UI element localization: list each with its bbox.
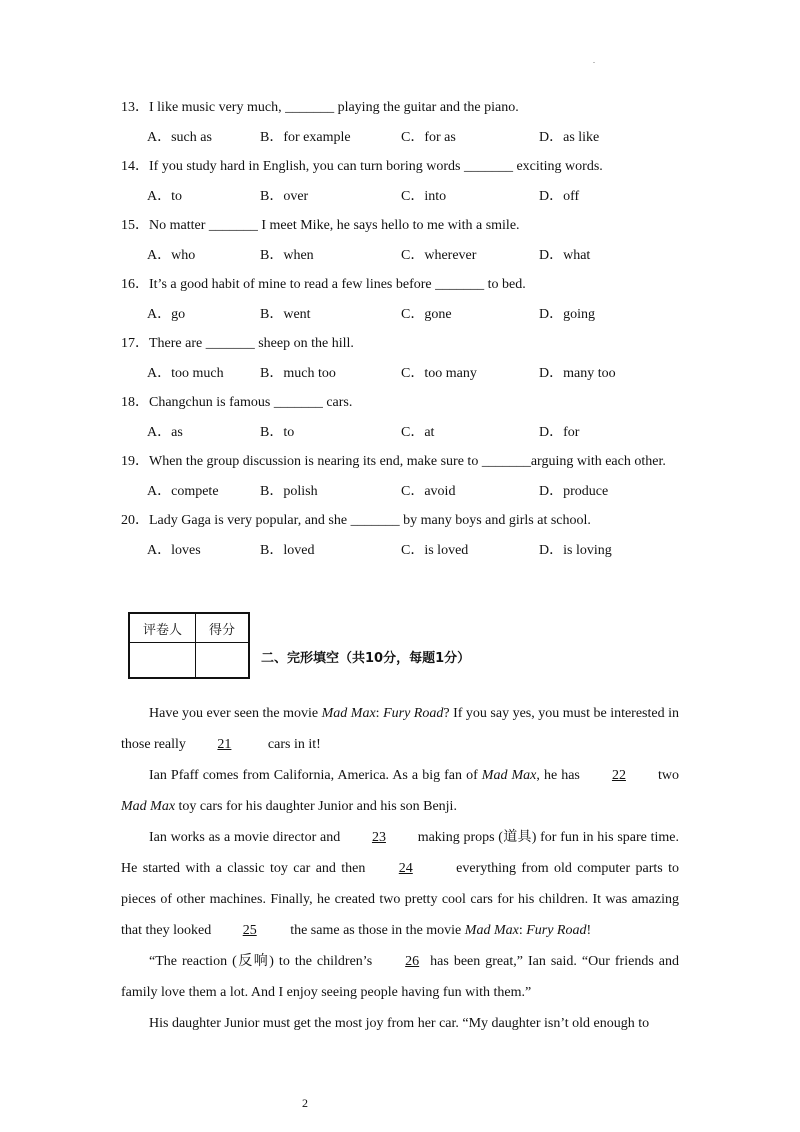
text: ! [586, 923, 592, 938]
question-stem: 13．I like music very much, _______ playing the guitar and the piano. [121, 100, 519, 115]
question-16 [121, 275, 701, 334]
option-d: D．going [539, 307, 595, 322]
question-options [147, 128, 707, 148]
question-stem: 17．There are _______ sheep on the hill. [121, 336, 354, 351]
cloze-passage [121, 698, 679, 1039]
text: everything from old computer parts to pieces of other machines. Finally, he created two pretty cool cars for his children. It was amazing that they looked [121, 861, 680, 938]
option-b: B．for example [260, 130, 351, 145]
option-d: D．produce [539, 484, 609, 499]
option-d: D．what [539, 248, 591, 263]
movie-subtitle: Fury Road [383, 706, 444, 721]
option-c: C．into [401, 189, 447, 204]
text: the same as those in the movie [286, 923, 465, 938]
corner-mark: . [593, 56, 595, 65]
option-b: B．when [260, 248, 314, 263]
text: , he has [536, 768, 584, 783]
text: Have you ever seen the movie [149, 706, 322, 721]
text: : [375, 706, 384, 721]
movie-title: Mad Max [321, 706, 376, 721]
score-table [128, 612, 250, 679]
question-stem: 20．Lady Gaga is very popular, and she _______ by many boys and girls at school. [121, 513, 591, 528]
option-c: C．too many [401, 366, 477, 381]
option-a: A．to [147, 189, 182, 204]
option-b: B．went [260, 307, 311, 322]
option-c: C．wherever [401, 248, 477, 263]
question-stem: 16．It’s a good habit of mine to read a few lines before _______ to bed. [121, 277, 526, 292]
text: making props (道具) for fun in his spare time. He started with a classic toy car and then [121, 830, 679, 876]
option-d: D．off [539, 189, 580, 204]
option-a: A．too much [147, 366, 224, 381]
question-stem: 15．No matter _______ I meet Mike, he says hello to me with a smile. [121, 218, 520, 233]
passage-paragraph-3 [121, 822, 679, 946]
question-stem: 18．Changchun is famous _______ cars. [121, 395, 353, 410]
question-options [147, 482, 707, 502]
passage-paragraph-4 [121, 946, 679, 1008]
section-title: 二、完形填空（共10分，每题1分） [261, 651, 471, 666]
reviewer-cell[interactable] [129, 643, 196, 679]
question-options [147, 364, 707, 384]
question-13 [121, 98, 701, 157]
blank-26[interactable]: 26 [405, 954, 420, 969]
option-c: C．is loved [401, 543, 469, 558]
text: toy cars for his daughter Junior and his son Benji. [175, 799, 457, 814]
question-18 [121, 393, 701, 452]
question-options [147, 246, 707, 266]
question-stem: 14．If you study hard in English, you can turn boring words _______ exciting words. [121, 159, 603, 174]
option-a: A．go [147, 307, 186, 322]
movie-title: Mad Max [121, 799, 176, 814]
passage-paragraph-5 [121, 1008, 679, 1039]
page-number: 2 [302, 1096, 308, 1110]
question-20 [121, 511, 701, 570]
option-b: B．to [260, 425, 295, 440]
text: His daughter Junior must get the most joy from her car. “My daughter isn’t old enough to [149, 1016, 650, 1031]
question-options [147, 305, 707, 325]
score-header: 得分 [196, 613, 250, 643]
text: “The reaction (反响) to the children’s [149, 954, 378, 969]
option-b: B．polish [260, 484, 318, 499]
option-a: A．loves [147, 543, 201, 558]
text: : [518, 923, 527, 938]
passage-paragraph-1 [121, 698, 679, 760]
blank-22[interactable]: 22 [611, 768, 626, 783]
option-a: A．as [147, 425, 183, 440]
blank-21[interactable]: 21 [217, 737, 232, 752]
option-b: B．loved [260, 543, 315, 558]
option-d: D．for [539, 425, 580, 440]
question-19 [121, 452, 701, 511]
question-15 [121, 216, 701, 275]
movie-subtitle: Fury Road [526, 923, 587, 938]
multiple-choice-questions [121, 98, 701, 570]
text: ? If you say yes, you must be interested in those really [121, 706, 680, 752]
movie-title: Mad Max [481, 768, 537, 783]
text: Ian works as a movie director and [149, 830, 344, 845]
option-d: D．is loving [539, 543, 612, 558]
blank-25[interactable]: 25 [242, 923, 257, 938]
question-options [147, 423, 707, 443]
text: has been great,” Ian said. “Our friends and family love them a lot. And I enjoy seeing people having fun with them.” [121, 954, 679, 1000]
question-options [147, 187, 707, 207]
reviewer-header: 评卷人 [129, 613, 196, 643]
question-17 [121, 334, 701, 393]
question-options [147, 541, 707, 561]
option-b: B．much too [260, 366, 336, 381]
option-c: C．gone [401, 307, 452, 322]
blank-24[interactable]: 24 [398, 861, 413, 876]
option-a: A．compete [147, 484, 219, 499]
text: two [653, 768, 679, 783]
question-stem: 19．When the group discussion is nearing its end, make sure to _______arguing with each other. [121, 454, 666, 469]
movie-title: Mad Max [464, 923, 519, 938]
option-c: C．for as [401, 130, 456, 145]
option-d: D．as like [539, 130, 600, 145]
text: Ian Pfaff comes from California, America. As a big fan of [149, 768, 482, 783]
option-c: C．avoid [401, 484, 456, 499]
option-b: B．over [260, 189, 309, 204]
score-cell[interactable] [196, 643, 250, 679]
text: cars in it! [264, 737, 321, 752]
option-a: A．such as [147, 130, 212, 145]
blank-23[interactable]: 23 [371, 830, 386, 845]
option-a: A．who [147, 248, 196, 263]
option-d: D．many too [539, 366, 616, 381]
option-c: C．at [401, 425, 435, 440]
passage-paragraph-2 [121, 760, 679, 822]
question-14 [121, 157, 701, 216]
